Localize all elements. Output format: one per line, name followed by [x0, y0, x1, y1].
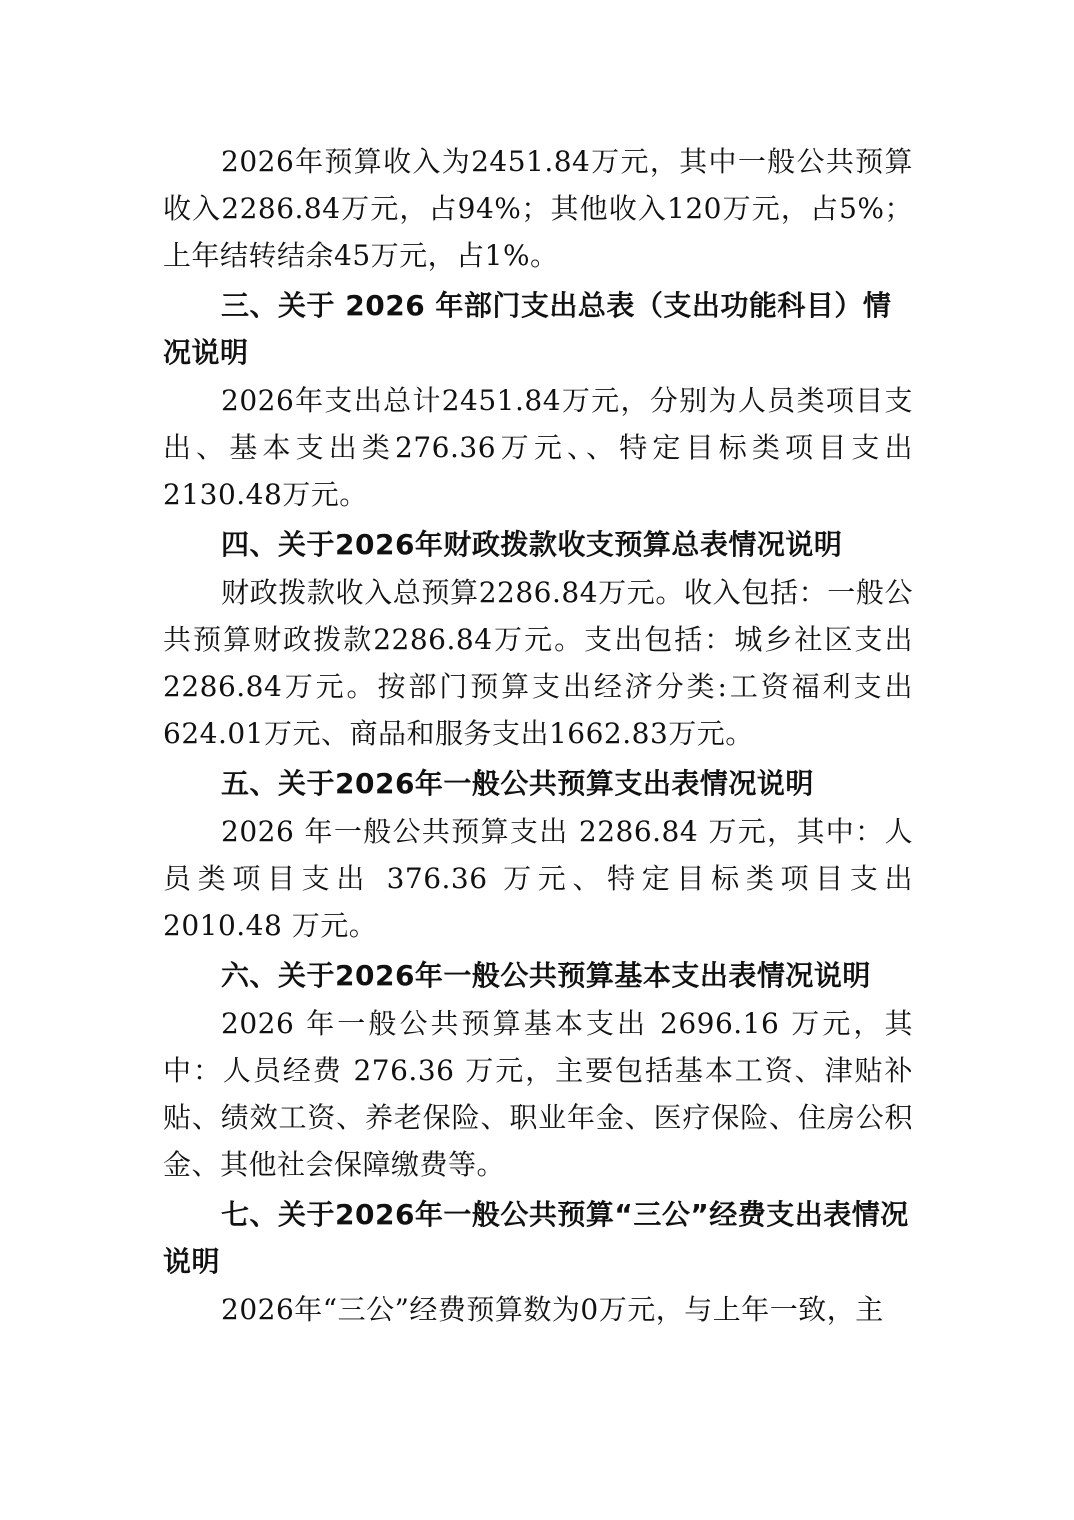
section-heading-4: 四、关于2026年财政拨款收支预算总表情况说明: [221, 528, 843, 561]
paragraph-basic-expenditure: 2026 年一般公共预算基本支出 2696.16 万元，其中：人员经费 276.36 万元，主要包括基本工资、津贴补贴、绩效工资、养老保险、职业年金、医疗保险、住房公积金、其他社会保障缴费等。: [163, 1007, 913, 1181]
document-body: [163, 138, 913, 1333]
paragraph-three-public-expenses: 2026年“三公”经费预算数为0万元，与上年一致，主: [221, 1293, 884, 1326]
paragraph-expenditure-summary: 2026年支出总计2451.84万元，分别为人员类项目支出、基本支出类276.36万元、、特定目标类项目支出2130.48万元。: [163, 384, 913, 511]
section-heading-7: 七、关于2026年一般公共预算“三公”经费支出表情况说明: [163, 1198, 909, 1278]
section-heading-6: 六、关于2026年一般公共预算基本支出表情况说明: [221, 959, 871, 992]
section-heading-3: 三、关于 2026 年部门支出总表（支出功能科目）情况说明: [163, 289, 892, 369]
paragraph-fiscal-allocation: 财政拨款收入总预算2286.84万元。收入包括：一般公共预算财政拨款2286.84万元。支出包括：城乡社区支出2286.84万元。按部门预算支出经济分类:工资福利支出624.01万元、商品和服务支出1662.83万元。: [163, 576, 913, 750]
paragraph-general-budget-expenditure: 2026 年一般公共预算支出 2286.84 万元，其中：人员类项目支出 376.36 万元、特定目标类项目支出 2010.48 万元。: [163, 815, 913, 942]
paragraph-revenue-summary: 2026年预算收入为2451.84万元，其中一般公共预算收入2286.84万元，占94%；其他收入120万元，占5%；上年结转结余45万元，占1%。: [163, 145, 913, 272]
section-heading-5: 五、关于2026年一般公共预算支出表情况说明: [221, 767, 814, 800]
